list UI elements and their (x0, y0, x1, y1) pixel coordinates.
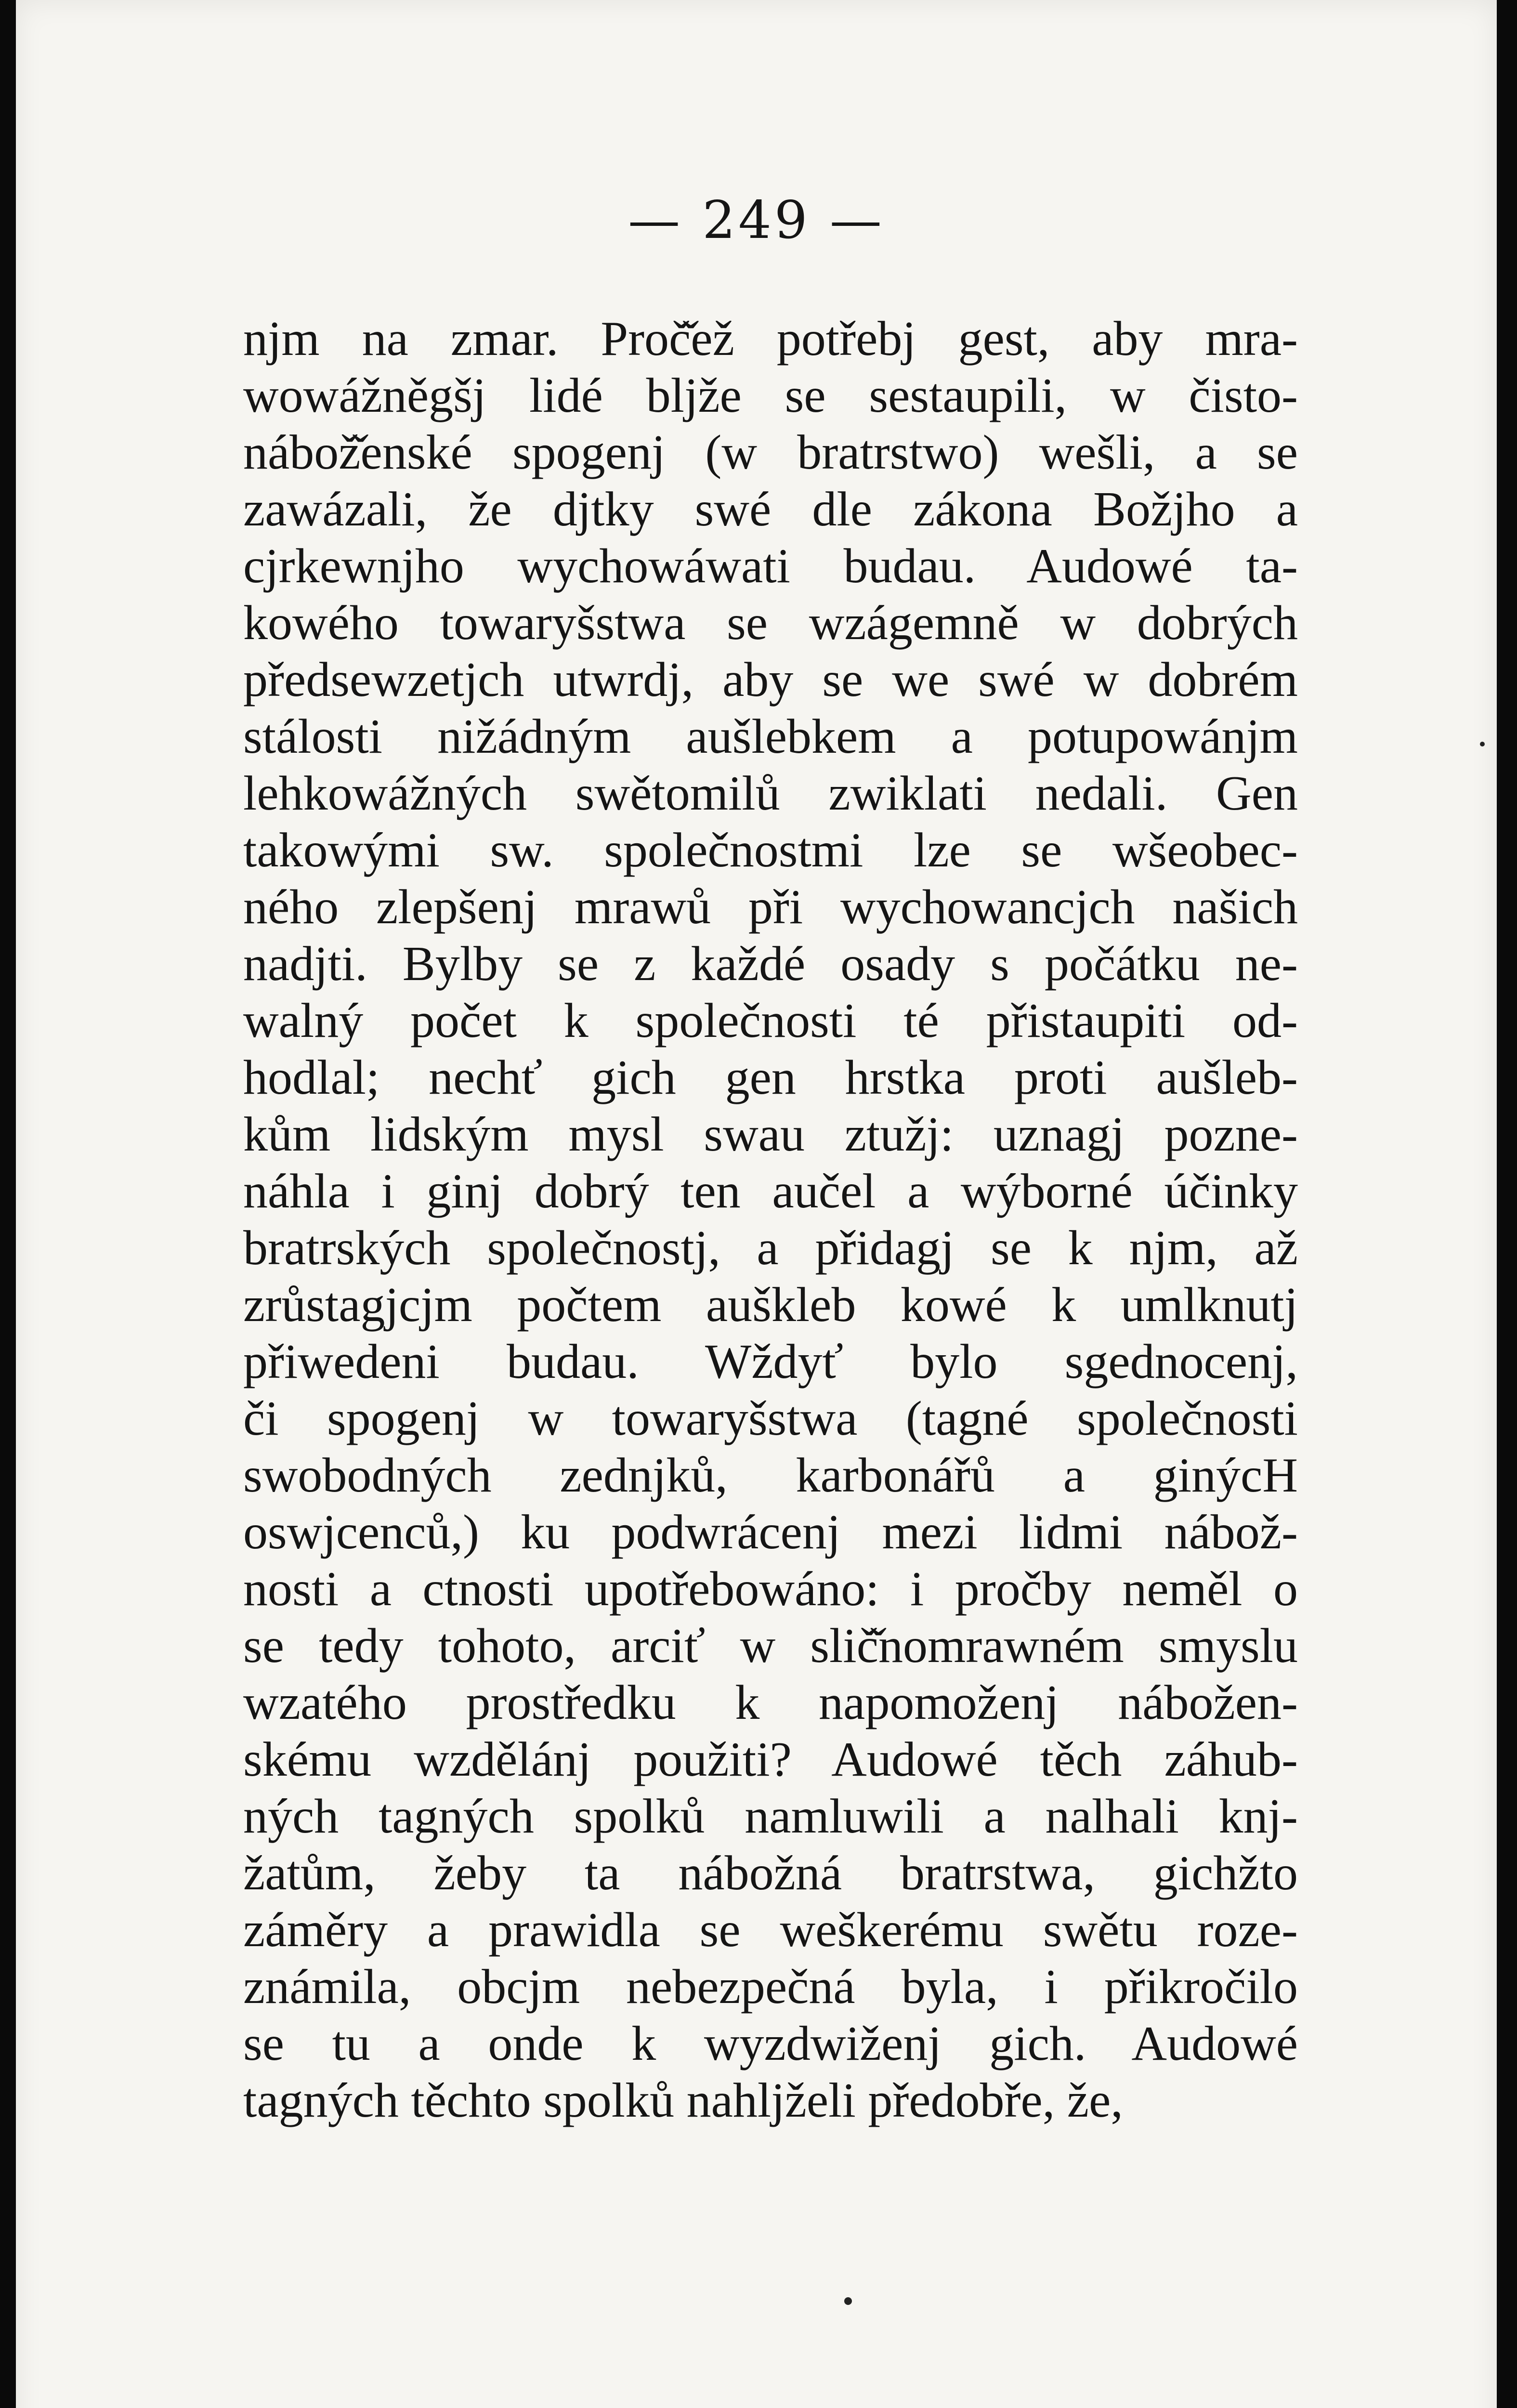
book-page (16, 0, 1497, 2408)
body-text (243, 311, 1298, 2129)
text-line: njm na zmar. Proč̌ež potřebj gest, aby mra- (243, 312, 1298, 366)
text-line: kowého towaryšstwa se wzágemně w dobrých (243, 596, 1298, 650)
text-line: hodlal; nechť gich gen hrstka proti aušleb- (243, 1050, 1298, 1105)
text-line: známila, obcjm nebezpečná byla, i přikročilo (243, 1960, 1298, 2014)
text-line: kům lidským mysl swau ztužj: uznagj pozne- (243, 1107, 1298, 1162)
text-line: přiwedeni budau. Wždyť bylo sgednocenj, (243, 1335, 1298, 1389)
text-line: nábož̌enské spogenj (w bratrstwo) wešli, a se (243, 425, 1298, 480)
text-line: či spogenj w towaryšstwa (tagné společnosti (243, 1391, 1298, 1446)
text-line: náhla i ginj dobrý ten aučel a wýborné účinky (243, 1164, 1298, 1218)
text-line: lehkowážných swětomilů zwiklati nedali. Gen (243, 766, 1298, 821)
text-line: wowážněgšj lidé bljže se sestaupili, w čisto- (243, 368, 1298, 423)
scan-speck (1480, 742, 1485, 746)
text-line: tagných těchto spolků nahljželi předobře, že, (243, 2073, 1123, 2128)
text-line: ného zlepšenj mrawů při wychowancjch našich (243, 880, 1298, 934)
text-line: předsewzetjch utwrdj, aby se we swé w dobrém (243, 653, 1298, 707)
text-line: bratrských společnostj, a přidagj se k njm, až (243, 1221, 1298, 1275)
text-line: stálosti nižádným aušlebkem a potupowánjm (243, 709, 1298, 764)
text-line: zrůstagjcjm počtem auškleb kowé k umlknutj (243, 1278, 1298, 1332)
text-line: wzatého prostředku k napomoženj nábožen- (243, 1675, 1298, 1730)
text-line: ných tagných spolků namluwili a nalhali knj- (243, 1789, 1298, 1844)
page-number-header: — 249 — (628, 190, 885, 250)
text-line: nosti a ctnosti upotřebowáno: i pročby neměl o (243, 1562, 1298, 1616)
text-line: skému wzdělánj použiti? Audowé těch záhub- (243, 1732, 1298, 1787)
text-line: nadjti. Bylby se z každé osady s počátku ne- (243, 937, 1298, 991)
text-line: zawázali, že djtky swé dle zákona Božjho a (243, 482, 1298, 537)
text-line: záměry a prawidla se weškerému swětu roze- (243, 1903, 1298, 1957)
text-line: swobodných zednjků, karbonářů a ginýcH (243, 1448, 1298, 1503)
text-line: žatům, žeby ta nábožná bratrstwa, gichžto (243, 1846, 1298, 1900)
scan-speck (844, 2297, 852, 2305)
text-line: se tu a onde k wyzdwiženj gich. Audowé (243, 2016, 1298, 2071)
text-line: takowými sw. společnostmi lze se wšeobec- (243, 823, 1298, 877)
text-line: cjrkewnjho wychowáwati budau. Audowé ta- (243, 539, 1298, 593)
text-line: walný počet k společnosti té přistaupiti od- (243, 994, 1298, 1048)
text-line: se tedy tohoto, arciť w slič̌nomrawném smyslu (243, 1619, 1298, 1673)
text-line: oswjcenců,) ku podwrácenj mezi lidmi nábož- (243, 1505, 1298, 1559)
